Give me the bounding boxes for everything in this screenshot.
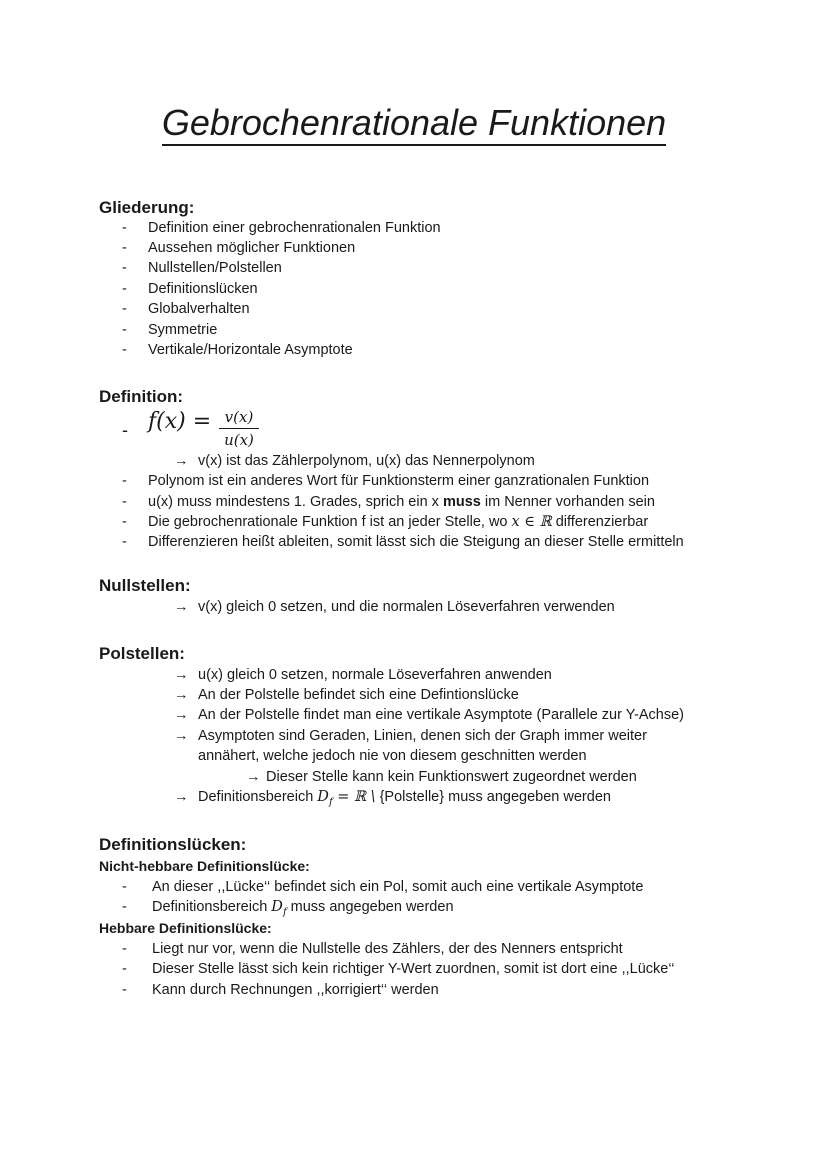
page-title: Gebrochenrationale Funktionen bbox=[0, 100, 828, 146]
arrow-icon: → bbox=[174, 728, 189, 744]
arrow-note: → Dieser Stelle kann kein Funktionswert zugeordnet werden bbox=[246, 769, 637, 785]
arrow-icon: → bbox=[246, 769, 261, 785]
bullet-dash: - bbox=[122, 260, 127, 276]
section-heading-definitionsluecken: Definitionslücken: bbox=[99, 835, 247, 854]
section-heading-polstellen: Polstellen: bbox=[99, 644, 185, 663]
formula-fraction bbox=[219, 408, 259, 449]
outline-item: Definition einer gebrochenrationalen Funktion bbox=[148, 220, 441, 236]
bullet-dash: - bbox=[122, 982, 127, 998]
outline-item: Definitionslücken bbox=[148, 281, 258, 297]
bullet-dash: - bbox=[122, 961, 127, 977]
luecken-item: Dieser Stelle lässt sich kein richtiger Y-Wert zuordnen, somit ist dort eine ,,Lücke‘‘ bbox=[152, 961, 675, 977]
arrow-icon: → bbox=[174, 667, 189, 683]
section-heading-definition: Definition: bbox=[99, 387, 184, 406]
luecken-item: Liegt nur vor, wenn die Nullstelle des Zählers, der des Nenners entspricht bbox=[152, 941, 623, 957]
fraction-numerator: v(x) bbox=[224, 408, 254, 426]
bullet-dash: - bbox=[122, 494, 127, 510]
arrow-note-continuation: annähert, welche jedoch nie von diesem geschnitten werden bbox=[198, 748, 587, 764]
subheading-nicht-hebbar: Nicht-hebbare Definitionslücke: bbox=[99, 858, 310, 874]
definition-item: Polynom ist ein anderes Wort für Funktionsterm einer ganzrationalen Funktion bbox=[148, 473, 650, 489]
arrow-note: → An der Polstelle befindet sich eine Defintionslücke bbox=[174, 687, 519, 703]
luecken-item: An dieser ,,Lücke‘‘ befindet sich ein Pol, somit auch eine vertikale Asymptote bbox=[152, 879, 644, 895]
outline-item: Aussehen möglicher Funktionen bbox=[148, 240, 356, 256]
bullet-dash: - bbox=[122, 281, 127, 297]
fraction-bar bbox=[219, 428, 259, 429]
arrow-note: → Definitionsbereich $D_f$ = ℝ \ {Polstelle} muss angegeben werden bbox=[174, 789, 611, 808]
arrow-icon: → bbox=[174, 599, 189, 615]
bullet-dash: - bbox=[122, 301, 127, 317]
arrow-note: → u(x) gleich 0 setzen, normale Löseverfahren anwenden bbox=[174, 667, 552, 683]
outline-item: Globalverhalten bbox=[148, 301, 250, 317]
bullet-dash: - bbox=[122, 899, 127, 915]
arrow-icon: → bbox=[174, 453, 189, 469]
outline-item: Symmetrie bbox=[148, 322, 218, 338]
formula-lhs: f(x) = bbox=[148, 409, 212, 434]
bullet-dash: - bbox=[122, 534, 127, 550]
arrow-note: → Asymptoten sind Geraden, Linien, denen sich der Graph immer weiter bbox=[174, 728, 647, 744]
section-heading-nullstellen: Nullstellen: bbox=[99, 576, 191, 595]
definition-item: u(x) muss mindestens 1. Grades, sprich ein x muss im Nenner vorhanden sein bbox=[148, 494, 655, 510]
subheading-hebbar: Hebbare Definitionslücke: bbox=[99, 920, 272, 936]
arrow-icon: → bbox=[174, 687, 189, 703]
bullet-dash: - bbox=[122, 879, 127, 895]
arrow-note: → v(x) ist das Zählerpolynom, u(x) das Nennerpolynom bbox=[174, 453, 535, 469]
outline-item: Vertikale/Horizontale Asymptote bbox=[148, 342, 353, 358]
luecken-item: Kann durch Rechnungen ,,korrigiert‘‘ werden bbox=[152, 982, 439, 998]
fraction-denominator: u(x) bbox=[224, 431, 254, 449]
definition-item: Die gebrochenrationale Funktion f ist an jeder Stelle, wo x ∈ ℝ differenzierbar bbox=[148, 514, 649, 530]
bullet-dash: - bbox=[122, 420, 128, 440]
definition-item: Differenzieren heißt ableiten, somit lässt sich die Steigung an dieser Stelle ermitteln bbox=[148, 534, 684, 550]
section-heading-gliederung: Gliederung: bbox=[99, 198, 195, 217]
arrow-icon: → bbox=[174, 707, 189, 723]
arrow-icon: → bbox=[174, 789, 189, 805]
bullet-dash: - bbox=[122, 220, 127, 236]
luecken-item: Definitionsbereich $D_f$ muss angegeben werden bbox=[152, 899, 454, 918]
outline-item: Nullstellen/Polstellen bbox=[148, 260, 282, 276]
bullet-dash: - bbox=[122, 473, 127, 489]
arrow-note: → An der Polstelle findet man eine vertikale Asymptote (Parallele zur Y-Achse) bbox=[174, 707, 684, 723]
bullet-dash: - bbox=[122, 322, 127, 338]
bullet-dash: - bbox=[122, 514, 127, 530]
arrow-note: → v(x) gleich 0 setzen, und die normalen Löseverfahren verwenden bbox=[174, 599, 615, 615]
bullet-dash: - bbox=[122, 342, 127, 358]
bullet-dash: - bbox=[122, 941, 127, 957]
bullet-dash: - bbox=[122, 240, 127, 256]
